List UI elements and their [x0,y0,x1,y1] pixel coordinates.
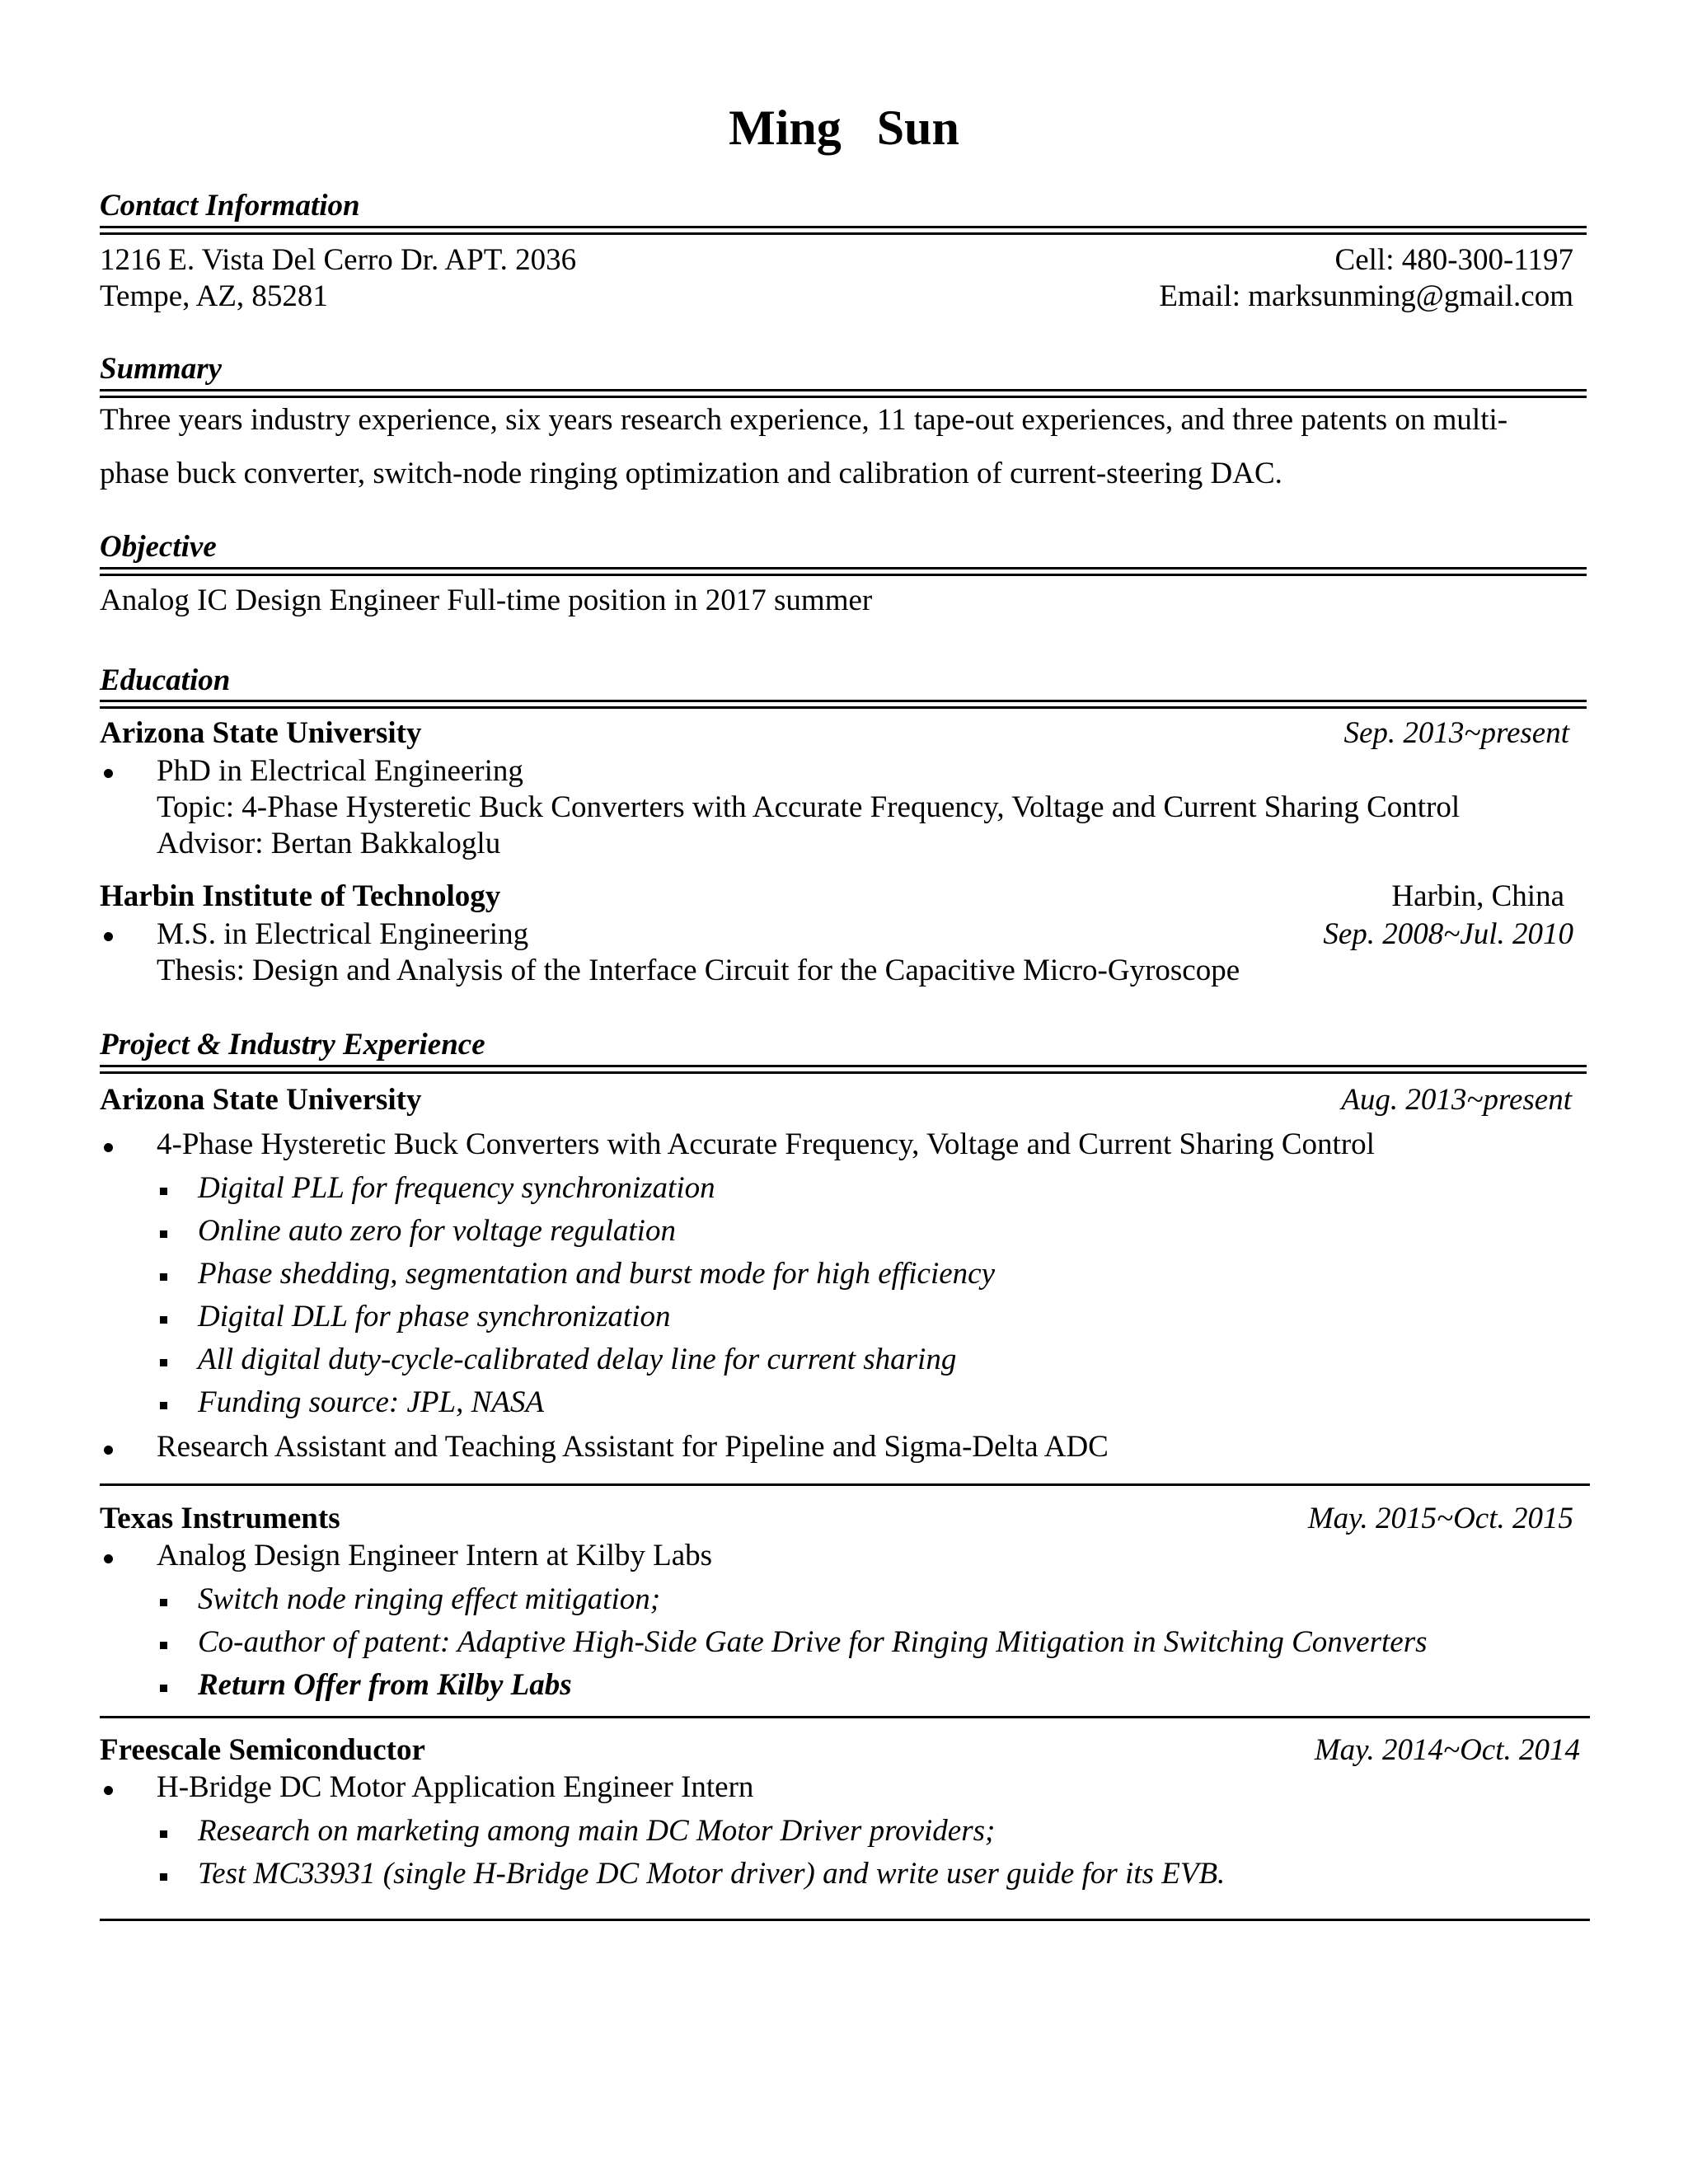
org-name: Freescale Semiconductor [100,1733,425,1767]
bullet-icon [104,932,113,941]
square-bullet-icon [160,1230,167,1238]
summary-line2: phase buck converter, switch-node ringing optimization and calibration of current-steering DAC. [100,457,1282,490]
school-location: Harbin, China [1391,879,1564,913]
project-item: Analog Design Engineer Intern at Kilby Labs [157,1539,713,1572]
org-name: Texas Instruments [100,1502,340,1535]
school-date: Sep. 2013~present [1343,716,1569,750]
square-bullet-icon [160,1359,167,1366]
project-item: H-Bridge DC Motor Application Engineer Intern [157,1770,754,1804]
project-subitem: Research on marketing among main DC Motor Driver providers; [198,1814,996,1848]
project-subitem: Phase shedding, segmentation and burst mode for high efficiency [198,1257,995,1291]
org-name: Arizona State University [100,1083,422,1117]
org-date: May. 2015~Oct. 2015 [1307,1502,1573,1535]
org-date: May. 2014~Oct. 2014 [1314,1733,1580,1767]
bullet-icon [104,1446,113,1455]
contact-cell: Cell: 480-300-1197 [1334,243,1573,277]
square-bullet-icon [160,1188,167,1195]
bullet-icon [104,1554,113,1563]
section-divider [100,700,1587,709]
square-bullet-icon [160,1599,167,1606]
project-subitem: Online auto zero for voltage regulation [198,1214,676,1248]
section-title-summary: Summary [100,352,223,386]
school-date: Sep. 2008~Jul. 2010 [1323,917,1573,951]
square-bullet-icon [160,1316,167,1324]
project-subitem: Funding source: JPL, NASA [198,1385,544,1419]
section-divider [100,226,1587,235]
section-title-experience: Project & Industry Experience [100,1028,485,1062]
degree-topic: Topic: 4-Phase Hysteretic Buck Converters with Accurate Frequency, Voltage and Current Sharing Control [157,790,1461,824]
section-divider [100,1065,1587,1074]
org-divider [100,1919,1590,1921]
square-bullet-icon [160,1402,167,1409]
project-subitem: Return Offer from Kilby Labs [198,1668,572,1702]
degree-thesis: Thesis: Design and Analysis of the Interface Circuit for the Capacitive Micro-Gyroscope [157,954,1240,987]
square-bullet-icon [160,1273,167,1281]
square-bullet-icon [160,1642,167,1649]
summary-line1: Three years industry experience, six years research experience, 11 tape-out experiences, and three patents on multi- [100,403,1508,437]
project-subitem: Digital DLL for phase synchronization [198,1300,671,1333]
bullet-icon [104,769,113,778]
org-divider [100,1716,1590,1718]
school-name: Harbin Institute of Technology [100,879,501,913]
project-subitem: Co-author of patent: Adaptive High-Side Gate Drive for Ringing Mitigation in Switching Converters [198,1625,1428,1659]
project-subitem: Test MC33931 (single H-Bridge DC Motor driver) and write user guide for its EVB. [198,1857,1226,1891]
square-bullet-icon [160,1830,167,1838]
section-title-contact: Contact Information [100,189,360,223]
section-title-education: Education [100,663,231,697]
section-title-objective: Objective [100,530,217,564]
bullet-icon [104,1786,113,1795]
org-date: Aug. 2013~present [1341,1083,1572,1117]
square-bullet-icon [160,1685,167,1692]
resume-name: Ming Sun [729,101,959,155]
section-divider [100,567,1587,576]
org-divider [100,1483,1590,1486]
contact-email: Email: marksunming@gmail.com [1159,279,1573,313]
project-item: 4-Phase Hysteretic Buck Converters with Accurate Frequency, Voltage and Current Sharing Control [157,1127,1375,1161]
section-divider [100,389,1587,398]
square-bullet-icon [160,1873,167,1881]
project-subitem: All digital duty-cycle-calibrated delay line for current sharing [198,1343,957,1376]
bullet-icon [104,1143,113,1152]
project-item: Research Assistant and Teaching Assistant for Pipeline and Sigma-Delta ADC [157,1430,1109,1464]
degree: PhD in Electrical Engineering [157,754,523,788]
school-name: Arizona State University [100,716,422,750]
address-line2: Tempe, AZ, 85281 [100,279,328,313]
address-line1: 1216 E. Vista Del Cerro Dr. APT. 2036 [100,243,577,277]
degree-advisor: Advisor: Bertan Bakkaloglu [157,827,501,860]
degree: M.S. in Electrical Engineering [157,917,529,951]
project-subitem: Switch node ringing effect mitigation; [198,1582,661,1616]
project-subitem: Digital PLL for frequency synchronization [198,1171,715,1205]
objective-text: Analog IC Design Engineer Full-time position in 2017 summer [100,583,873,617]
